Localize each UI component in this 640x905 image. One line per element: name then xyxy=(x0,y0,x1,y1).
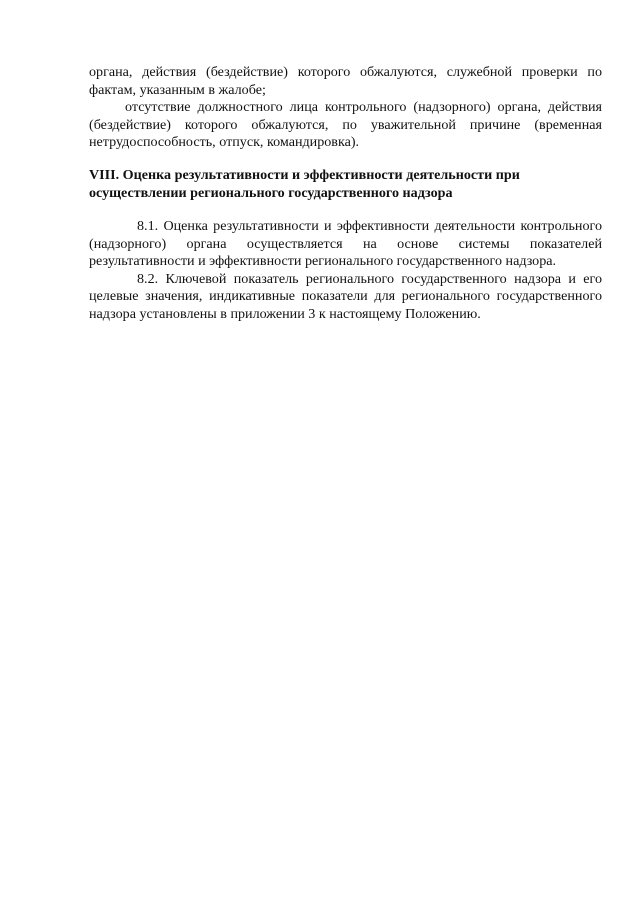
section-body xyxy=(89,218,602,324)
paragraph-8-2: 8.2. Ключевой показатель регионального государственного надзора и его целевые значения, индикативные показатели для регионального государственного надзора установлены в приложении 3 к настоящему Положению. xyxy=(89,270,602,322)
paragraph-complaint-review: органа, действия (бездействие) которого обжалуются, служебной проверки по фактам, указанным в жалобе; xyxy=(89,64,602,98)
continuation-text xyxy=(89,64,602,152)
section-heading-line-1: VIII. Оценка результативности и эффективности деятельности при xyxy=(89,167,520,183)
paragraph-8-1: 8.1. Оценка результативности и эффективности деятельности контрольного (надзорного) органа осуществляется на основе системы показателей результативности и эффективности регионального государственного надзора. xyxy=(89,218,602,270)
section-heading xyxy=(89,167,602,202)
paragraph-official-absence: отсутствие должностного лица контрольного (надзорного) органа, действия (бездействие) которого обжалуются, по уважительной причине (временная нетрудоспособность, отпуск, командировка). xyxy=(89,99,602,151)
section-heading-line-2: осуществлении регионального государственного надзора xyxy=(89,184,453,201)
